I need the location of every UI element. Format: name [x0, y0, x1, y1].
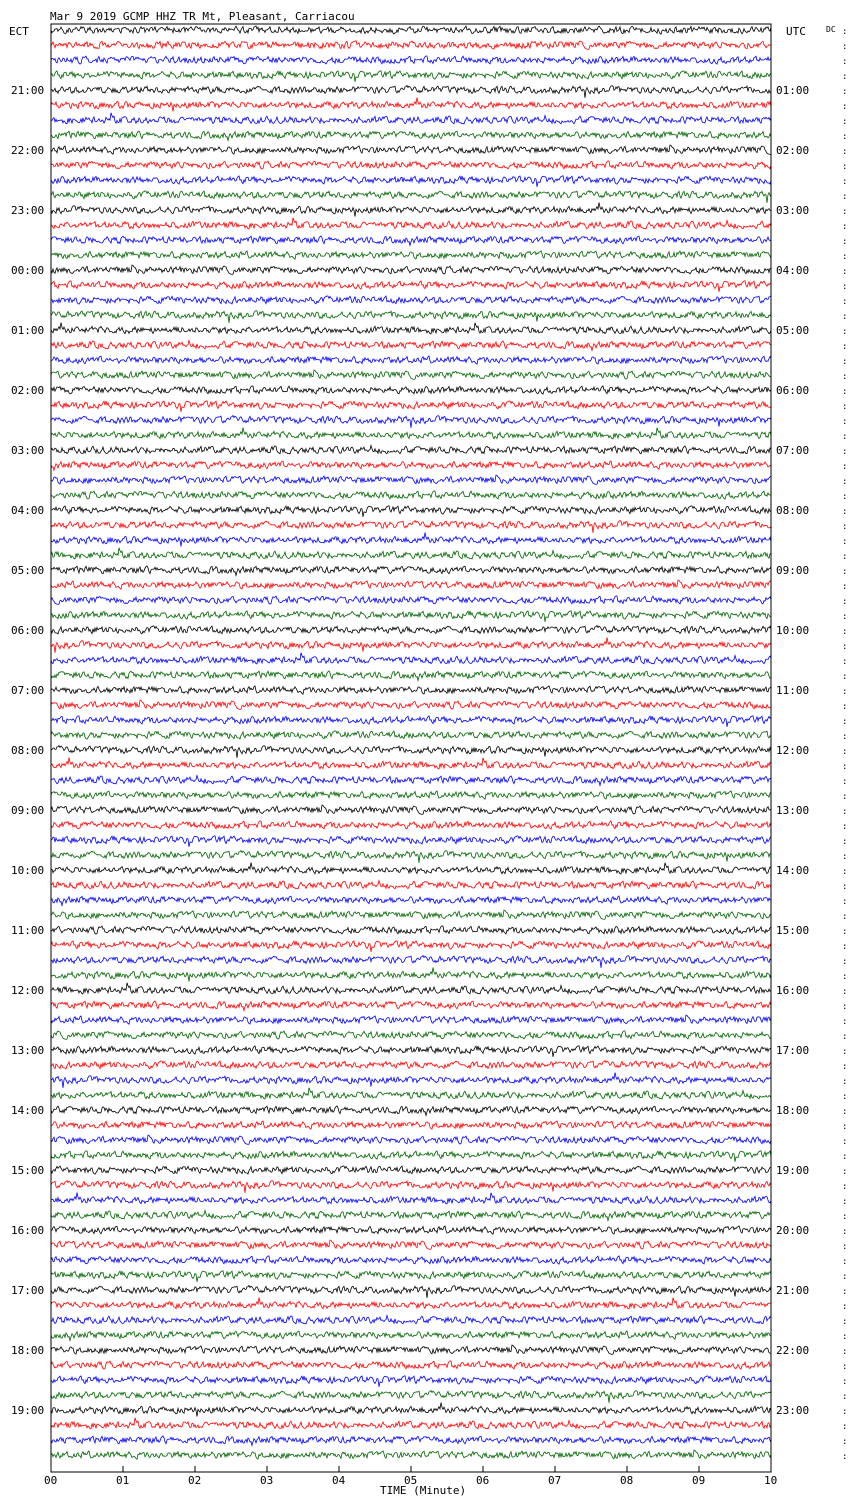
trace-line: [51, 356, 771, 364]
trace-line: [51, 1061, 771, 1070]
dc-marker: :: [842, 162, 848, 172]
dc-marker: :: [842, 597, 848, 607]
dc-marker: :: [842, 867, 848, 877]
dc-marker: :: [842, 1452, 848, 1462]
trace-line: [51, 566, 771, 575]
left-hour-label: 21:00: [11, 84, 45, 97]
dc-marker: :: [842, 777, 848, 787]
trace-line: [51, 416, 771, 428]
x-axis-label: TIME (Minute): [380, 1484, 467, 1497]
left-hour-label: 11:00: [11, 924, 45, 937]
trace-line: [51, 1121, 771, 1129]
dc-marker: :: [842, 1437, 848, 1447]
left-hour-label: 05:00: [11, 564, 45, 577]
trace-line: [51, 805, 771, 814]
trace-line: [51, 686, 771, 694]
dc-marker: :: [842, 417, 848, 427]
trace-line: [51, 1181, 771, 1193]
dc-marker: :: [842, 342, 848, 352]
trace-line: [51, 506, 771, 517]
left-hour-label: 12:00: [11, 984, 45, 997]
trace-line: [51, 265, 771, 274]
trace-line: [51, 71, 771, 82]
trace-line: [51, 386, 771, 394]
corner-label: DC: [826, 25, 836, 34]
trace-line: [51, 491, 771, 499]
trace-line: [51, 1450, 771, 1459]
dc-marker: :: [842, 732, 848, 742]
trace-line: [51, 41, 771, 50]
dc-marker: :: [842, 1392, 848, 1402]
dc-marker: :: [842, 1212, 848, 1222]
trace-line: [51, 1376, 771, 1387]
trace-line: [51, 1436, 771, 1445]
dc-marker: :: [842, 1227, 848, 1237]
trace-line: [51, 521, 771, 533]
left-hour-label: 19:00: [11, 1404, 45, 1417]
left-hour-label: 07:00: [11, 684, 45, 697]
dc-marker: :: [842, 1152, 848, 1162]
dc-marker: :: [842, 942, 848, 952]
x-tick-label: 09: [692, 1474, 706, 1487]
trace-line: [51, 191, 771, 203]
trace-line: [51, 131, 771, 140]
hour-label-group: [11, 27, 847, 1462]
trace-line: [51, 611, 771, 622]
trace-line: [51, 1073, 771, 1088]
trace-line: [51, 341, 771, 351]
dc-marker: :: [842, 537, 848, 547]
dc-marker: :: [842, 702, 848, 712]
dc-marker: :: [842, 1122, 848, 1132]
dc-marker: :: [842, 27, 848, 37]
trace-line: [51, 821, 771, 829]
dc-marker: :: [842, 717, 848, 727]
trace-line: [51, 1391, 771, 1403]
left-hour-label: 18:00: [11, 1344, 45, 1357]
trace-line: [51, 446, 771, 454]
dc-marker: :: [842, 1407, 848, 1417]
dc-marker: :: [842, 267, 848, 277]
right-hour-label: 20:00: [776, 1224, 810, 1237]
dc-marker: :: [842, 297, 848, 307]
dc-marker: :: [842, 1092, 848, 1102]
trace-line: [51, 1298, 771, 1309]
x-tick-label: 08: [620, 1474, 634, 1487]
dc-marker: :: [842, 897, 848, 907]
dc-marker: :: [842, 972, 848, 982]
right-hour-label: 14:00: [776, 864, 810, 877]
trace-line: [51, 638, 771, 653]
trace-line: [51, 1211, 771, 1221]
trace-line: [51, 1166, 771, 1174]
right-hour-label: 08:00: [776, 504, 810, 517]
dc-marker: :: [842, 1422, 848, 1432]
trace-line: [51, 176, 771, 187]
chart-title: Mar 9 2019 GCMP HHZ TR Mt, Pleasant, Carriacou: [50, 10, 355, 23]
dc-marker: :: [842, 222, 848, 232]
trace-line: [51, 1403, 771, 1417]
dc-marker: :: [842, 1167, 848, 1177]
trace-line: [51, 1135, 771, 1144]
dc-marker: :: [842, 42, 848, 52]
right-axis-label: UTC: [786, 25, 806, 38]
dc-marker: :: [842, 282, 848, 292]
trace-line: [51, 475, 771, 484]
trace-line: [51, 26, 771, 34]
dc-marker: :: [842, 492, 848, 502]
x-tick-label: 04: [332, 1474, 346, 1487]
trace-line: [51, 461, 771, 470]
right-hour-label: 18:00: [776, 1104, 810, 1117]
trace-line: [51, 863, 771, 874]
trace-line: [51, 145, 771, 154]
left-hour-label: 02:00: [11, 384, 45, 397]
trace-line: [51, 941, 771, 952]
trace-line: [51, 533, 771, 547]
trace-line: [51, 1031, 771, 1040]
right-hour-label: 09:00: [776, 564, 810, 577]
trace-line: [51, 401, 771, 412]
left-hour-label: 04:00: [11, 504, 45, 517]
trace-line: [51, 1286, 771, 1298]
trace-line: [51, 161, 771, 169]
dc-marker: :: [842, 132, 848, 142]
trace-line: [51, 716, 771, 727]
left-hour-label: 00:00: [11, 264, 45, 277]
x-tick-label: 03: [260, 1474, 274, 1487]
trace-line: [51, 580, 771, 589]
right-hour-label: 19:00: [776, 1164, 810, 1177]
left-axis-label: ECT: [9, 25, 29, 38]
trace-line: [51, 1226, 771, 1234]
right-hour-label: 07:00: [776, 444, 810, 457]
dc-marker: :: [842, 582, 848, 592]
dc-marker: :: [842, 642, 848, 652]
right-hour-label: 13:00: [776, 804, 810, 817]
dc-marker: :: [842, 1377, 848, 1387]
dc-marker: :: [842, 1257, 848, 1267]
left-hour-label: 15:00: [11, 1164, 45, 1177]
dc-marker: :: [842, 237, 848, 247]
dc-marker: :: [842, 357, 848, 367]
dc-marker: :: [842, 1272, 848, 1282]
right-hour-label: 17:00: [776, 1044, 810, 1057]
trace-line: [51, 791, 771, 799]
dc-marker: :: [842, 72, 848, 82]
dc-marker: :: [842, 1182, 848, 1192]
dc-marker: :: [842, 1362, 848, 1372]
trace-line: [51, 218, 771, 229]
x-tick-label: 07: [548, 1474, 562, 1487]
dc-marker: :: [842, 822, 848, 832]
trace-line: [51, 56, 771, 64]
dc-marker: :: [842, 567, 848, 577]
right-hour-label: 23:00: [776, 1404, 810, 1417]
dc-marker: :: [842, 747, 848, 757]
trace-line: [51, 1256, 771, 1264]
right-hour-label: 02:00: [776, 144, 810, 157]
dc-marker: :: [842, 402, 848, 412]
x-tick-label: 01: [116, 1474, 130, 1487]
right-hour-label: 01:00: [776, 84, 810, 97]
trace-line: [51, 281, 771, 292]
trace-line: [51, 1088, 771, 1099]
left-hour-label: 16:00: [11, 1224, 45, 1237]
dc-marker: :: [842, 387, 848, 397]
dc-marker: :: [842, 1017, 848, 1027]
trace-line: [51, 86, 771, 98]
trace-line: [51, 251, 771, 259]
trace-line: [51, 1418, 771, 1429]
dc-marker: :: [842, 1302, 848, 1312]
x-tick-label: 00: [44, 1474, 58, 1487]
left-hour-label: 22:00: [11, 144, 45, 157]
trace-line: [51, 746, 771, 758]
right-hour-label: 03:00: [776, 204, 810, 217]
dc-marker: :: [842, 447, 848, 457]
dc-marker: :: [842, 1242, 848, 1252]
dc-marker: :: [842, 432, 848, 442]
dc-marker: :: [842, 1137, 848, 1147]
trace-line: [51, 1015, 771, 1024]
trace-line: [51, 731, 771, 739]
trace-line: [51, 968, 771, 982]
right-hour-label: 06:00: [776, 384, 810, 397]
left-hour-label: 09:00: [11, 804, 45, 817]
trace-group: [51, 26, 771, 1459]
trace-line: [51, 626, 771, 635]
dc-marker: :: [842, 852, 848, 862]
dc-marker: :: [842, 1077, 848, 1087]
dc-marker: :: [842, 327, 848, 337]
dc-marker: :: [842, 627, 848, 637]
dc-marker: :: [842, 987, 848, 997]
trace-line: [51, 881, 771, 889]
dc-marker: :: [842, 207, 848, 217]
trace-line: [51, 1316, 771, 1324]
trace-line: [51, 113, 771, 124]
trace-line: [51, 311, 771, 323]
dc-marker: :: [842, 912, 848, 922]
right-hour-label: 22:00: [776, 1344, 810, 1357]
x-tick-label: 06: [476, 1474, 490, 1487]
right-hour-label: 04:00: [776, 264, 810, 277]
right-hour-label: 12:00: [776, 744, 810, 757]
dc-marker: :: [842, 477, 848, 487]
dc-marker: :: [842, 807, 848, 817]
right-hour-label: 21:00: [776, 1284, 810, 1297]
dc-marker: :: [842, 1032, 848, 1042]
dc-marker: :: [842, 1347, 848, 1357]
right-hour-label: 11:00: [776, 684, 810, 697]
dc-marker: :: [842, 1317, 848, 1327]
dc-marker: :: [842, 1047, 848, 1057]
left-hour-label: 08:00: [11, 744, 45, 757]
dc-marker: :: [842, 957, 848, 967]
left-hour-label: 01:00: [11, 324, 45, 337]
trace-line: [51, 1331, 771, 1340]
dc-marker: :: [842, 1062, 848, 1072]
dc-marker: :: [842, 57, 848, 67]
dc-marker: :: [842, 252, 848, 262]
trace-line: [51, 851, 771, 863]
trace-line: [51, 596, 771, 605]
dc-marker: :: [842, 927, 848, 937]
dc-marker: :: [842, 102, 848, 112]
x-tick-label: 02: [188, 1474, 202, 1487]
trace-line: [51, 1240, 771, 1249]
dc-marker: :: [842, 882, 848, 892]
trace-line: [51, 296, 771, 305]
dc-marker: :: [842, 192, 848, 202]
x-tick-label: 10: [764, 1474, 778, 1487]
dc-marker: :: [842, 1332, 848, 1342]
trace-line: [51, 653, 771, 664]
dc-marker: :: [842, 1107, 848, 1117]
dc-marker: :: [842, 1197, 848, 1207]
trace-line: [51, 98, 771, 112]
dc-marker: :: [842, 1002, 848, 1012]
right-hour-label: 15:00: [776, 924, 810, 937]
trace-line: [51, 370, 771, 379]
dc-marker: :: [842, 1287, 848, 1297]
left-hour-label: 10:00: [11, 864, 45, 877]
trace-line: [51, 548, 771, 559]
x-tick-label: 05: [404, 1474, 418, 1487]
dc-marker: :: [842, 312, 848, 322]
trace-line: [51, 1046, 771, 1057]
trace-line: [51, 236, 771, 245]
dc-marker: :: [842, 552, 848, 562]
dc-marker: :: [842, 507, 848, 517]
trace-line: [51, 1345, 771, 1354]
trace-line: [51, 1361, 771, 1369]
dc-marker: :: [842, 177, 848, 187]
left-hour-label: 03:00: [11, 444, 45, 457]
trace-line: [51, 1271, 771, 1282]
dc-marker: :: [842, 87, 848, 97]
right-hour-label: 10:00: [776, 624, 810, 637]
dc-marker: :: [842, 147, 848, 157]
right-hour-label: 16:00: [776, 984, 810, 997]
dc-marker: :: [842, 792, 848, 802]
left-hour-label: 06:00: [11, 624, 45, 637]
trace-line: [51, 983, 771, 994]
trace-line: [51, 836, 771, 847]
trace-line: [51, 1001, 771, 1010]
trace-line: [51, 758, 771, 769]
dc-marker: :: [842, 762, 848, 772]
trace-line: [51, 1151, 771, 1162]
dc-marker: :: [842, 372, 848, 382]
trace-line: [51, 926, 771, 934]
left-hour-label: 14:00: [11, 1104, 45, 1117]
trace-line: [51, 428, 771, 439]
dc-marker: :: [842, 522, 848, 532]
dc-marker: :: [842, 837, 848, 847]
trace-line: [51, 700, 771, 709]
trace-line: [51, 776, 771, 786]
trace-line: [51, 896, 771, 905]
trace-line: [51, 956, 771, 968]
trace-line: [51, 323, 771, 334]
left-hour-label: 17:00: [11, 1284, 45, 1297]
trace-line: [51, 203, 771, 217]
dc-marker: :: [842, 657, 848, 667]
dc-marker: :: [842, 612, 848, 622]
dc-marker: :: [842, 687, 848, 697]
dc-marker: :: [842, 117, 848, 127]
trace-line: [51, 910, 771, 919]
right-hour-label: 05:00: [776, 324, 810, 337]
trace-line: [51, 1106, 771, 1115]
dc-marker: :: [842, 462, 848, 472]
dc-marker: :: [842, 672, 848, 682]
left-hour-label: 13:00: [11, 1044, 45, 1057]
trace-line: [51, 1193, 771, 1204]
trace-line: [51, 671, 771, 680]
left-hour-label: 23:00: [11, 204, 45, 217]
